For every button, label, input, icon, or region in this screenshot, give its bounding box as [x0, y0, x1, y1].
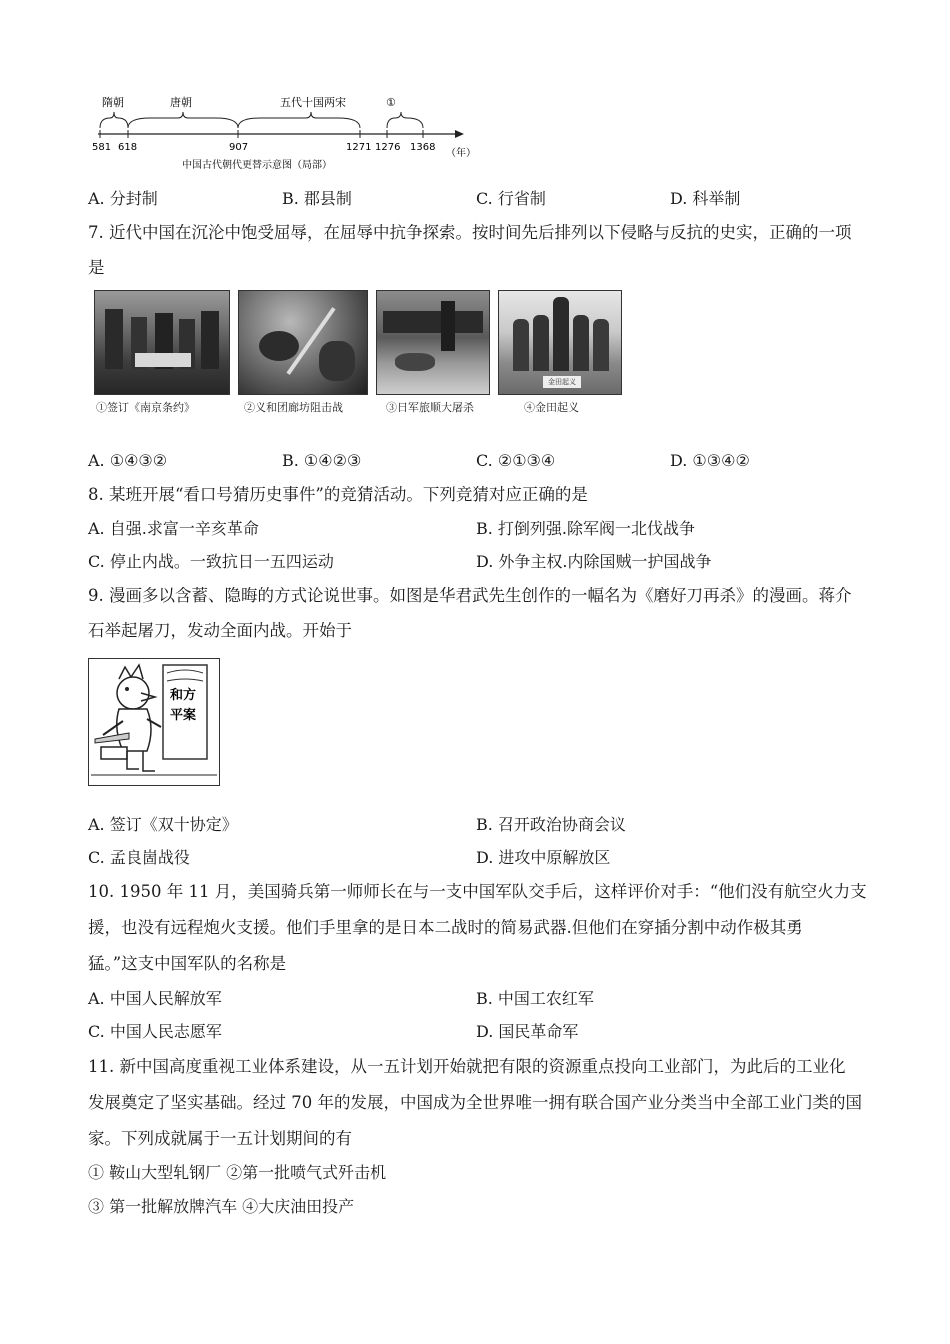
- q9-option-c[interactable]: C. 孟良崮战役: [88, 848, 190, 867]
- q8-stem: 8. 某班开展“看口号猜历史事件”的竞猜活动。下列竞猜对应正确的是: [88, 485, 588, 504]
- q8-option-c[interactable]: C. 停止内战。一致抗日一五四运动: [88, 552, 334, 571]
- q9-stem-line2: 石举起屠刀，发动全面内战。开始于: [88, 621, 352, 640]
- q8-option-a[interactable]: A. 自强.求富一辛亥革命: [88, 519, 259, 538]
- q6-option-a[interactable]: A. 分封制: [88, 189, 158, 208]
- q7-image-4: [498, 290, 622, 395]
- q7-stem-line2: 是: [88, 258, 105, 277]
- timeline-label-sui: 隋朝: [102, 96, 124, 109]
- brace-sui: [100, 112, 128, 128]
- timeline-arrow: [455, 130, 464, 138]
- q7-image-1-caption: ①签订《南京条约》: [96, 401, 195, 414]
- q6-option-c[interactable]: C. 行省制: [476, 189, 546, 208]
- q7-option-b[interactable]: B. ①④②③: [282, 451, 362, 470]
- q6-option-d[interactable]: D. 科举制: [670, 189, 741, 208]
- q8-option-b[interactable]: B. 打倒列强.除军阀一北伐战争: [476, 519, 696, 538]
- brace-song: [238, 112, 360, 128]
- timeline-tick-1271: 1271: [346, 142, 372, 153]
- timeline-label-song: 五代十国两宋: [280, 96, 346, 109]
- timeline-tick-907: 907: [229, 142, 249, 153]
- q11-item-line2: ③ 第一批解放牌汽车 ④大庆油田投产: [88, 1197, 355, 1216]
- timeline-label-tang: 唐朝: [170, 96, 192, 109]
- q7-image-2-caption: ②义和团廊坊阻击战: [244, 401, 343, 414]
- q6-option-b[interactable]: B. 郡县制: [282, 189, 352, 208]
- timeline-caption: 中国古代朝代更替示意图（局部）: [182, 160, 332, 171]
- q10-stem-line1: 10. 1950 年 11 月，美国骑兵第一师师长在与一支中国军队交手后，这样评价对手：“他们没有航空火力支: [88, 882, 867, 901]
- q7-option-d[interactable]: D. ①③④②: [670, 451, 750, 470]
- q9-option-a[interactable]: A. 签订《双十协定》: [88, 815, 238, 834]
- q7-image-4-plaque: 金田起义: [543, 376, 581, 388]
- q7-image-3-caption: ③日军旅顺大屠杀: [386, 401, 474, 414]
- q8-option-d[interactable]: D. 外争主权.内除国贼一护国战争: [476, 552, 712, 571]
- q10-option-d[interactable]: D. 国民革命军: [476, 1022, 579, 1041]
- q7-image-4-caption: ④金田起义: [524, 401, 579, 414]
- q9-option-b[interactable]: B. 召开政治协商会议: [476, 815, 626, 834]
- timeline-tick-1276: 1276: [375, 142, 401, 153]
- timeline-tick-581: 581: [92, 142, 112, 153]
- timeline-tick-1368: 1368: [410, 142, 436, 153]
- brace-tang: [128, 112, 238, 128]
- q9-cartoon-svg: [89, 659, 219, 785]
- q9-stem-line1: 9. 漫画多以含蓄、隐晦的方式论说世事。如图是华君武先生创作的一幅名为《磨好刀再杀》的漫画。蒋介: [88, 586, 852, 605]
- q9-sign-line2: 平案: [170, 708, 197, 723]
- timeline-svg: [90, 90, 490, 180]
- q7-option-c[interactable]: C. ②①③④: [476, 451, 556, 470]
- timeline-label-blank: ①: [386, 96, 396, 109]
- q9-cartoon: [88, 658, 220, 786]
- q10-stem-line2: 援，也没有远程炮火支援。他们手里拿的是日本二战时的简易武器.但他们在穿插分割中动作极其勇: [88, 918, 803, 937]
- q10-option-c[interactable]: C. 中国人民志愿军: [88, 1022, 222, 1041]
- brace-blank: [387, 112, 423, 128]
- q7-stem-line1: 7. 近代中国在沉沦中饱受屈辱，在屈辱中抗争探索。按时间先后排列以下侵略与反抗的史实，正确的一项: [88, 223, 852, 242]
- q11-item-line1: ① 鞍山大型轧钢厂 ②第一批喷气式歼击机: [88, 1163, 387, 1182]
- q7-image-2: [238, 290, 368, 395]
- q9-option-d[interactable]: D. 进攻中原解放区: [476, 848, 611, 867]
- q7-image-1: [94, 290, 230, 395]
- q10-option-a[interactable]: A. 中国人民解放军: [88, 989, 222, 1008]
- timeline-tick-618: 618: [118, 142, 138, 153]
- q7-image-3: [376, 290, 490, 395]
- q11-stem-line1: 11. 新中国高度重视工业体系建设，从一五计划开始就把有限的资源重点投向工业部门，为此后的工业化: [88, 1057, 846, 1076]
- timeline-figure: [90, 90, 490, 180]
- q10-stem-line3: 猛。”这支中国军队的名称是: [88, 954, 287, 973]
- q7-option-a[interactable]: A. ①④③②: [88, 451, 168, 470]
- timeline-unit: （年）: [446, 148, 476, 159]
- q10-option-b[interactable]: B. 中国工农红军: [476, 989, 594, 1008]
- q9-sign-line1: 和方: [170, 688, 197, 703]
- q11-stem-line3: 家。下列成就属于一五计划期间的有: [88, 1129, 352, 1148]
- q11-stem-line2: 发展奠定了坚实基础。经过 70 年的发展，中国成为全世界唯一拥有联合国产业分类当中全部工业门类的国: [88, 1093, 862, 1112]
